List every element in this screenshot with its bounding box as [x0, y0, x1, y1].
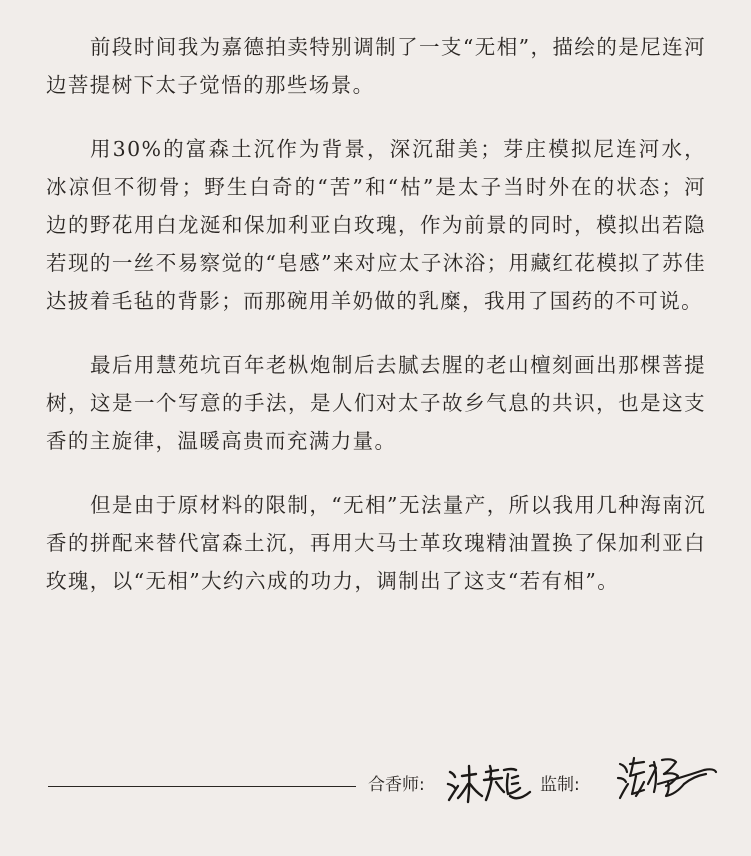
paragraph-1: 前段时间我为嘉德拍卖特别调制了一支“无相”，描绘的是尼连河边菩提树下太子觉悟的那些场景。 [46, 35, 706, 97]
supervisor-label: 监制: [540, 775, 580, 795]
credits-footer [48, 762, 718, 812]
paragraph-4: 但是由于原材料的限制，“无相”无法量产，所以我用几种海南沉香的拼配来替代富森土沉，再用大马士革玫瑰精油置换了保加利亚白玫瑰，以“无相”大约六成的功力，调制出了这支“若有相”。 [46, 493, 706, 593]
paragraph-3: 最后用慧苑坑百年老枞炮制后去腻去腥的老山檀刻画出那棵菩提树，这是一个写意的手法，是人们对太子故乡气息的共识，也是这支香的主旋律，温暖高贵而充满力量。 [46, 353, 706, 453]
article-body [46, 28, 706, 626]
divider-line [48, 786, 356, 787]
perfumer-label: 合香师: [368, 775, 425, 795]
perfumer-signature [446, 762, 532, 806]
paragraph-2: 用30%的富森土沉作为背景，深沉甜美；芽庄模拟尼连河水，冰凉但不彻骨；野生白奇的“苦”和“枯”是太子当时外在的状态；河边的野花用白龙涎和保加利亚白玫瑰，作为前景的同时，模拟出若隐若现的一丝不易察觉的“皂感”来对应太子沐浴；用藏红花模拟了苏佳达披着毛毡的背影；而那碗用羊奶做的乳糜，我用了国药的不可说。 [46, 137, 706, 313]
supervisor-signature [614, 754, 718, 806]
